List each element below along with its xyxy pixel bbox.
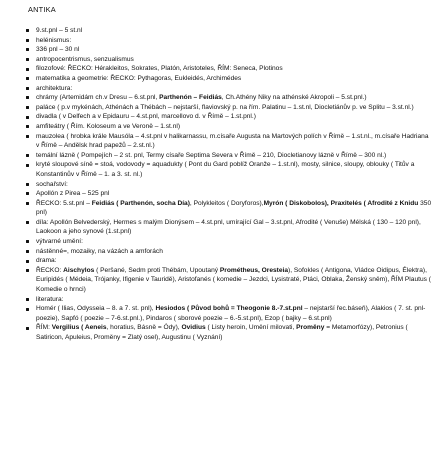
list-item (0, 304, 439, 323)
list-item (0, 64, 439, 74)
item-text: – nejstarší řec.báseň), Alakios ( 7. st. pnl- poezie), Sapfó ( poezie – 7-6.st.pnl.), Pindaros ( sborové poezie – 6.-5.st.pnl), Ezop ( bajky – 6.st.pnl) (36, 305, 426, 322)
list-item (0, 160, 439, 179)
item-text: literatura: (36, 295, 64, 303)
item-text: drama: (36, 257, 57, 265)
item-text: nástěnné=, mozaiky, na vázách a amforách (36, 247, 163, 255)
list-item (0, 132, 439, 151)
bullet-icon (26, 308, 29, 311)
bullet-icon (26, 260, 29, 263)
list-item (0, 112, 439, 122)
list-item (0, 266, 439, 295)
item-text: divadla ( v Delfech a v Epidauru – 4.st.pnl, marcellovo d. v Římě – 1.st.pnl.) (36, 113, 256, 121)
item-text: ( Peršané, Sedm proti Thébám, Upoutaný (94, 266, 220, 274)
list-item (0, 151, 439, 161)
bullet-icon (26, 106, 29, 109)
list-item (0, 256, 439, 266)
bullet-icon (26, 68, 29, 71)
item-text: paláce ( p.v mykénách, Athénách a Thébách – nejstarší, flaviovský p. na řím. Palatinu – 1.st.nl, Diocletiánův p. ve Splitu – 3.st.nl.) (36, 103, 414, 111)
bullet-icon (26, 125, 29, 128)
list-item (0, 237, 439, 247)
list-item (0, 93, 439, 103)
bullet-icon (26, 77, 29, 80)
item-text-bold: Myrón ( Diskobolos), Praxitelés ( Afrodité z Knidu (263, 199, 419, 207)
item-text-bold: Ovidius (181, 324, 206, 332)
list-item (0, 103, 439, 113)
bullet-icon (26, 135, 29, 138)
bullet-icon (26, 183, 29, 186)
item-text: chrámy (Artemidám ch.v Dresu – 6.st.pnl, (36, 94, 160, 102)
list-item (0, 74, 439, 84)
bullet-icon (26, 48, 29, 51)
list-item (0, 323, 439, 342)
item-text: ), Sofokles ( Antigona, Vládce Oidipus, Élektra), Euripidés ( Médeia, Trójanky, Ifigenie v Tauridě), Aristofanés ( komedie – Jezdci, Lysistraté, Ptáci, Oblaka, Ženský sněm), ŘÍM Plautus ( Komedie o hrnci) (36, 266, 431, 294)
item-text: 350 pnl) (36, 199, 432, 217)
list-item (0, 122, 439, 132)
item-text: Apollón z Pirea – 525 pnl (36, 190, 110, 198)
item-text: helénismus: (36, 36, 72, 44)
item-text: filozofové: ŘECKO: Hérakleitos, Sokrates, Platón, Aristoteles, ŘÍM: Seneca, Plotinos (36, 65, 283, 73)
bullet-icon (26, 39, 29, 42)
bullet-icon (26, 192, 29, 195)
item-text: díla: Apollón Belvederský, Hermes s malým Dionýsem – 4.st.pnl, umírající Gal – 3.st.pnl, Afrodité ( Venuše) Mélská ( 130 – 120 pnl), Laokoon a jeho synové (1.st.pnl) (36, 218, 421, 236)
bullet-icon (26, 154, 29, 157)
item-text: 9.st.pnl – 5 st.nl (36, 27, 83, 34)
item-text: amfiteátry ( Řím. Koloseum a ve Veroně – 1.st.nl) (36, 122, 181, 130)
bullet-icon (26, 298, 29, 301)
list-item (0, 295, 439, 305)
list-item (0, 199, 439, 218)
bullet-icon (26, 116, 29, 119)
item-text: matematika a geometrie: ŘECKO: Pythagoras, Eukleidés, Archimédes (36, 74, 242, 82)
item-text: mauzolea ( hrobka krále Mausóla – 4.st.pnl v halikarnassu, m.císaře Augusta na Martových polích v Římě – 1.st.nl., m.císaře Hadriana v Římě – Andělsk hrad papežů – 2.st.nl.) (36, 132, 429, 150)
bullet-icon (26, 202, 29, 205)
item-text: , horatius, Básně = Ódy), (106, 324, 182, 332)
item-text-bold: Prométheus, Oresteia (219, 266, 289, 274)
bullet-icon (26, 29, 29, 32)
document-title: ANTIKA (28, 5, 56, 14)
item-text: ŘECKO: 5.st.pnl – (36, 199, 92, 207)
item-text-bold: Feidiás ( Parthenón, socha Día) (91, 199, 190, 207)
bullet-icon (26, 164, 29, 167)
list-item (0, 247, 439, 257)
list-item (0, 26, 439, 36)
bullet-icon (26, 58, 29, 61)
item-text: ŘECKO: (36, 266, 64, 274)
list-item (0, 84, 439, 94)
item-text: kryté sloupové síně = stoá, vodovody = aquadukty ( Pont du Gard poblíž Oranže – 1.st.nl), mosty, silnice, sloupy, oblouky ( Titův a Konstantinův v Římě – 1. a 3. st. nl.) (36, 161, 415, 178)
list-item (0, 189, 439, 199)
item-text: = Metamorfózy), Petronius ( Satiricon, Apuleius, Proměny = Zlatý osel), Augustinu ( Vyznání) (36, 324, 408, 341)
bullet-icon (26, 250, 29, 253)
bullet-icon (26, 96, 29, 99)
bullet-icon (26, 327, 29, 330)
item-text: antropocentrismus, senzualismus (36, 55, 134, 63)
list-item (0, 45, 439, 55)
item-text-bold: Proměny (296, 324, 325, 332)
bullet-icon (26, 269, 29, 272)
bullet-icon (26, 221, 29, 224)
item-text: architektura: (36, 84, 73, 92)
item-text: , Ch.Athény Niky na athénské Akropoli – 5.st.pnl.) (221, 94, 367, 102)
item-text: ( Listy heroin, Umění milovati, (205, 324, 297, 332)
bullet-icon (26, 87, 29, 90)
item-text: ŘÍM: (36, 324, 52, 332)
item-text-bold: Parthenón – Feidiás (159, 94, 222, 102)
item-text: sochařství: (36, 180, 68, 188)
item-text: , Polykleitos ( Doryforos), (189, 199, 264, 207)
item-text-bold: Hesiodos ( Původ bohů = Theogonie 8.-7.st.pnl (155, 305, 303, 313)
item-text-bold: Vergilius ( Aeneis (51, 324, 107, 332)
list-item (0, 180, 439, 190)
list-item (0, 55, 439, 65)
list-item (0, 218, 439, 237)
item-text: Homér ( Ilias, Odysseia – 8. a 7. st. pnl), (36, 305, 156, 313)
list-item (0, 36, 439, 46)
item-text: 336 pnl – 30 nl (36, 46, 80, 54)
bullet-icon (26, 240, 29, 243)
bullet-list (0, 26, 439, 343)
item-text: výtvarné umění: (36, 238, 83, 246)
item-text: temální lázně ( Pompejích – 2 st. pnl, Termy císaře Septima Severa v Římě – 210, Diocletianovy lázně v Římě – 300 nl.) (36, 151, 387, 159)
item-text-bold: Aischylos (63, 266, 95, 274)
